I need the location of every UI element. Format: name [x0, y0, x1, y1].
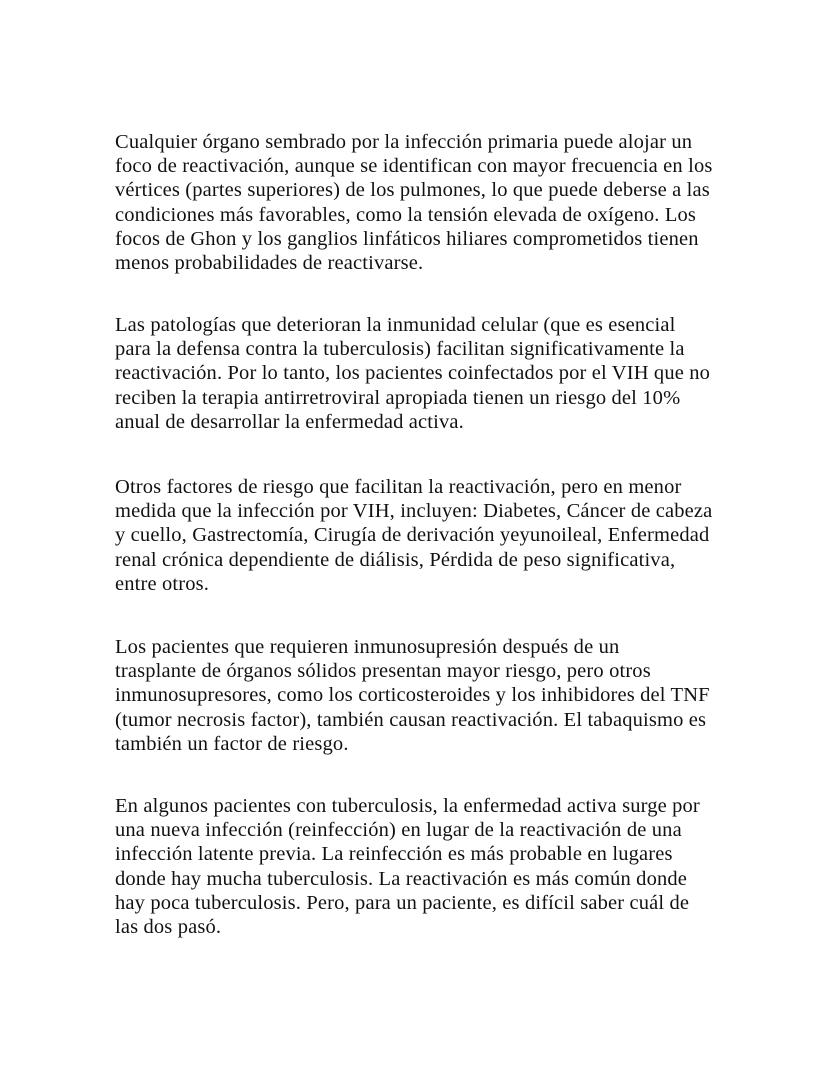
text-line: y cuello, Gastrectomía, Cirugía de derivación yeyunoileal, Enfermedad: [115, 524, 710, 547]
text-line: para la defensa contra la tuberculosis) facilitan significativamente la: [115, 338, 685, 361]
text-line: hay poca tuberculosis. Pero, para un paciente, es difícil saber cuál de: [115, 891, 690, 914]
text-line: focos de Ghon y los ganglios linfáticos hiliares comprometidos tienen: [115, 227, 699, 250]
paragraph: [115, 794, 700, 939]
text-line: donde hay mucha tuberculosis. La reactivación es más común donde: [115, 867, 688, 890]
text-line: renal crónica dependiente de diálisis, Pérdida de peso significativa,: [115, 548, 676, 571]
text-line: vértices (partes superiores) de los pulmones, lo que puede deberse a las: [115, 179, 710, 202]
text-line: foco de reactivación, aunque se identifican con mayor frecuencia en los: [115, 155, 713, 178]
text-line: trasplante de órganos sólidos presentan mayor riesgo, pero otros: [115, 660, 651, 683]
paragraph: [115, 313, 710, 434]
text-line: (tumor necrosis factor), también causan reactivación. El tabaquismo es: [115, 708, 707, 731]
paragraph: [115, 130, 712, 275]
text-line: reciben la terapia antirretroviral apropiada tienen un riesgo del 10%: [115, 386, 681, 409]
text-line: En algunos pacientes con tuberculosis, la enfermedad activa surge por: [115, 795, 700, 817]
text-line: reactivación. Por lo tanto, los pacientes coinfectados por el VIH que no: [115, 362, 711, 385]
text-line: medida que la infección por VIH, incluyen: Diabetes, Cáncer de cabeza: [115, 500, 713, 523]
text-line: Cualquier órgano sembrado por la infección primaria puede alojar un: [115, 131, 693, 153]
text-line: Los pacientes que requieren inmunosupresión después de un: [115, 636, 620, 658]
text-line: una nueva infección (reinfección) en lugar de la reactivación de una: [115, 819, 682, 842]
text-line: infección latente previa. La reinfección es más probable en lugares: [115, 843, 673, 866]
text-line: también un factor de riesgo.: [115, 732, 349, 755]
text-line: Las patologías que deterioran la inmunidad celular (que es esencial: [115, 314, 676, 336]
text-line: Otros factores de riesgo que facilitan la reactivación, pero en menor: [115, 476, 682, 498]
text-line: entre otros.: [115, 572, 210, 595]
paragraph: [115, 475, 712, 596]
text-line: las dos pasó.: [115, 916, 222, 939]
paragraph: [115, 635, 710, 756]
text-line: inmunosupresores, como los corticosteroides y los inhibidores del TNF: [115, 684, 710, 707]
text-line: anual de desarrollar la enfermedad activa.: [115, 410, 464, 433]
text-line: condiciones más favorables, como la tensión elevada de oxígeno. Los: [115, 203, 697, 226]
text-line: menos probabilidades de reactivarse.: [115, 252, 424, 275]
